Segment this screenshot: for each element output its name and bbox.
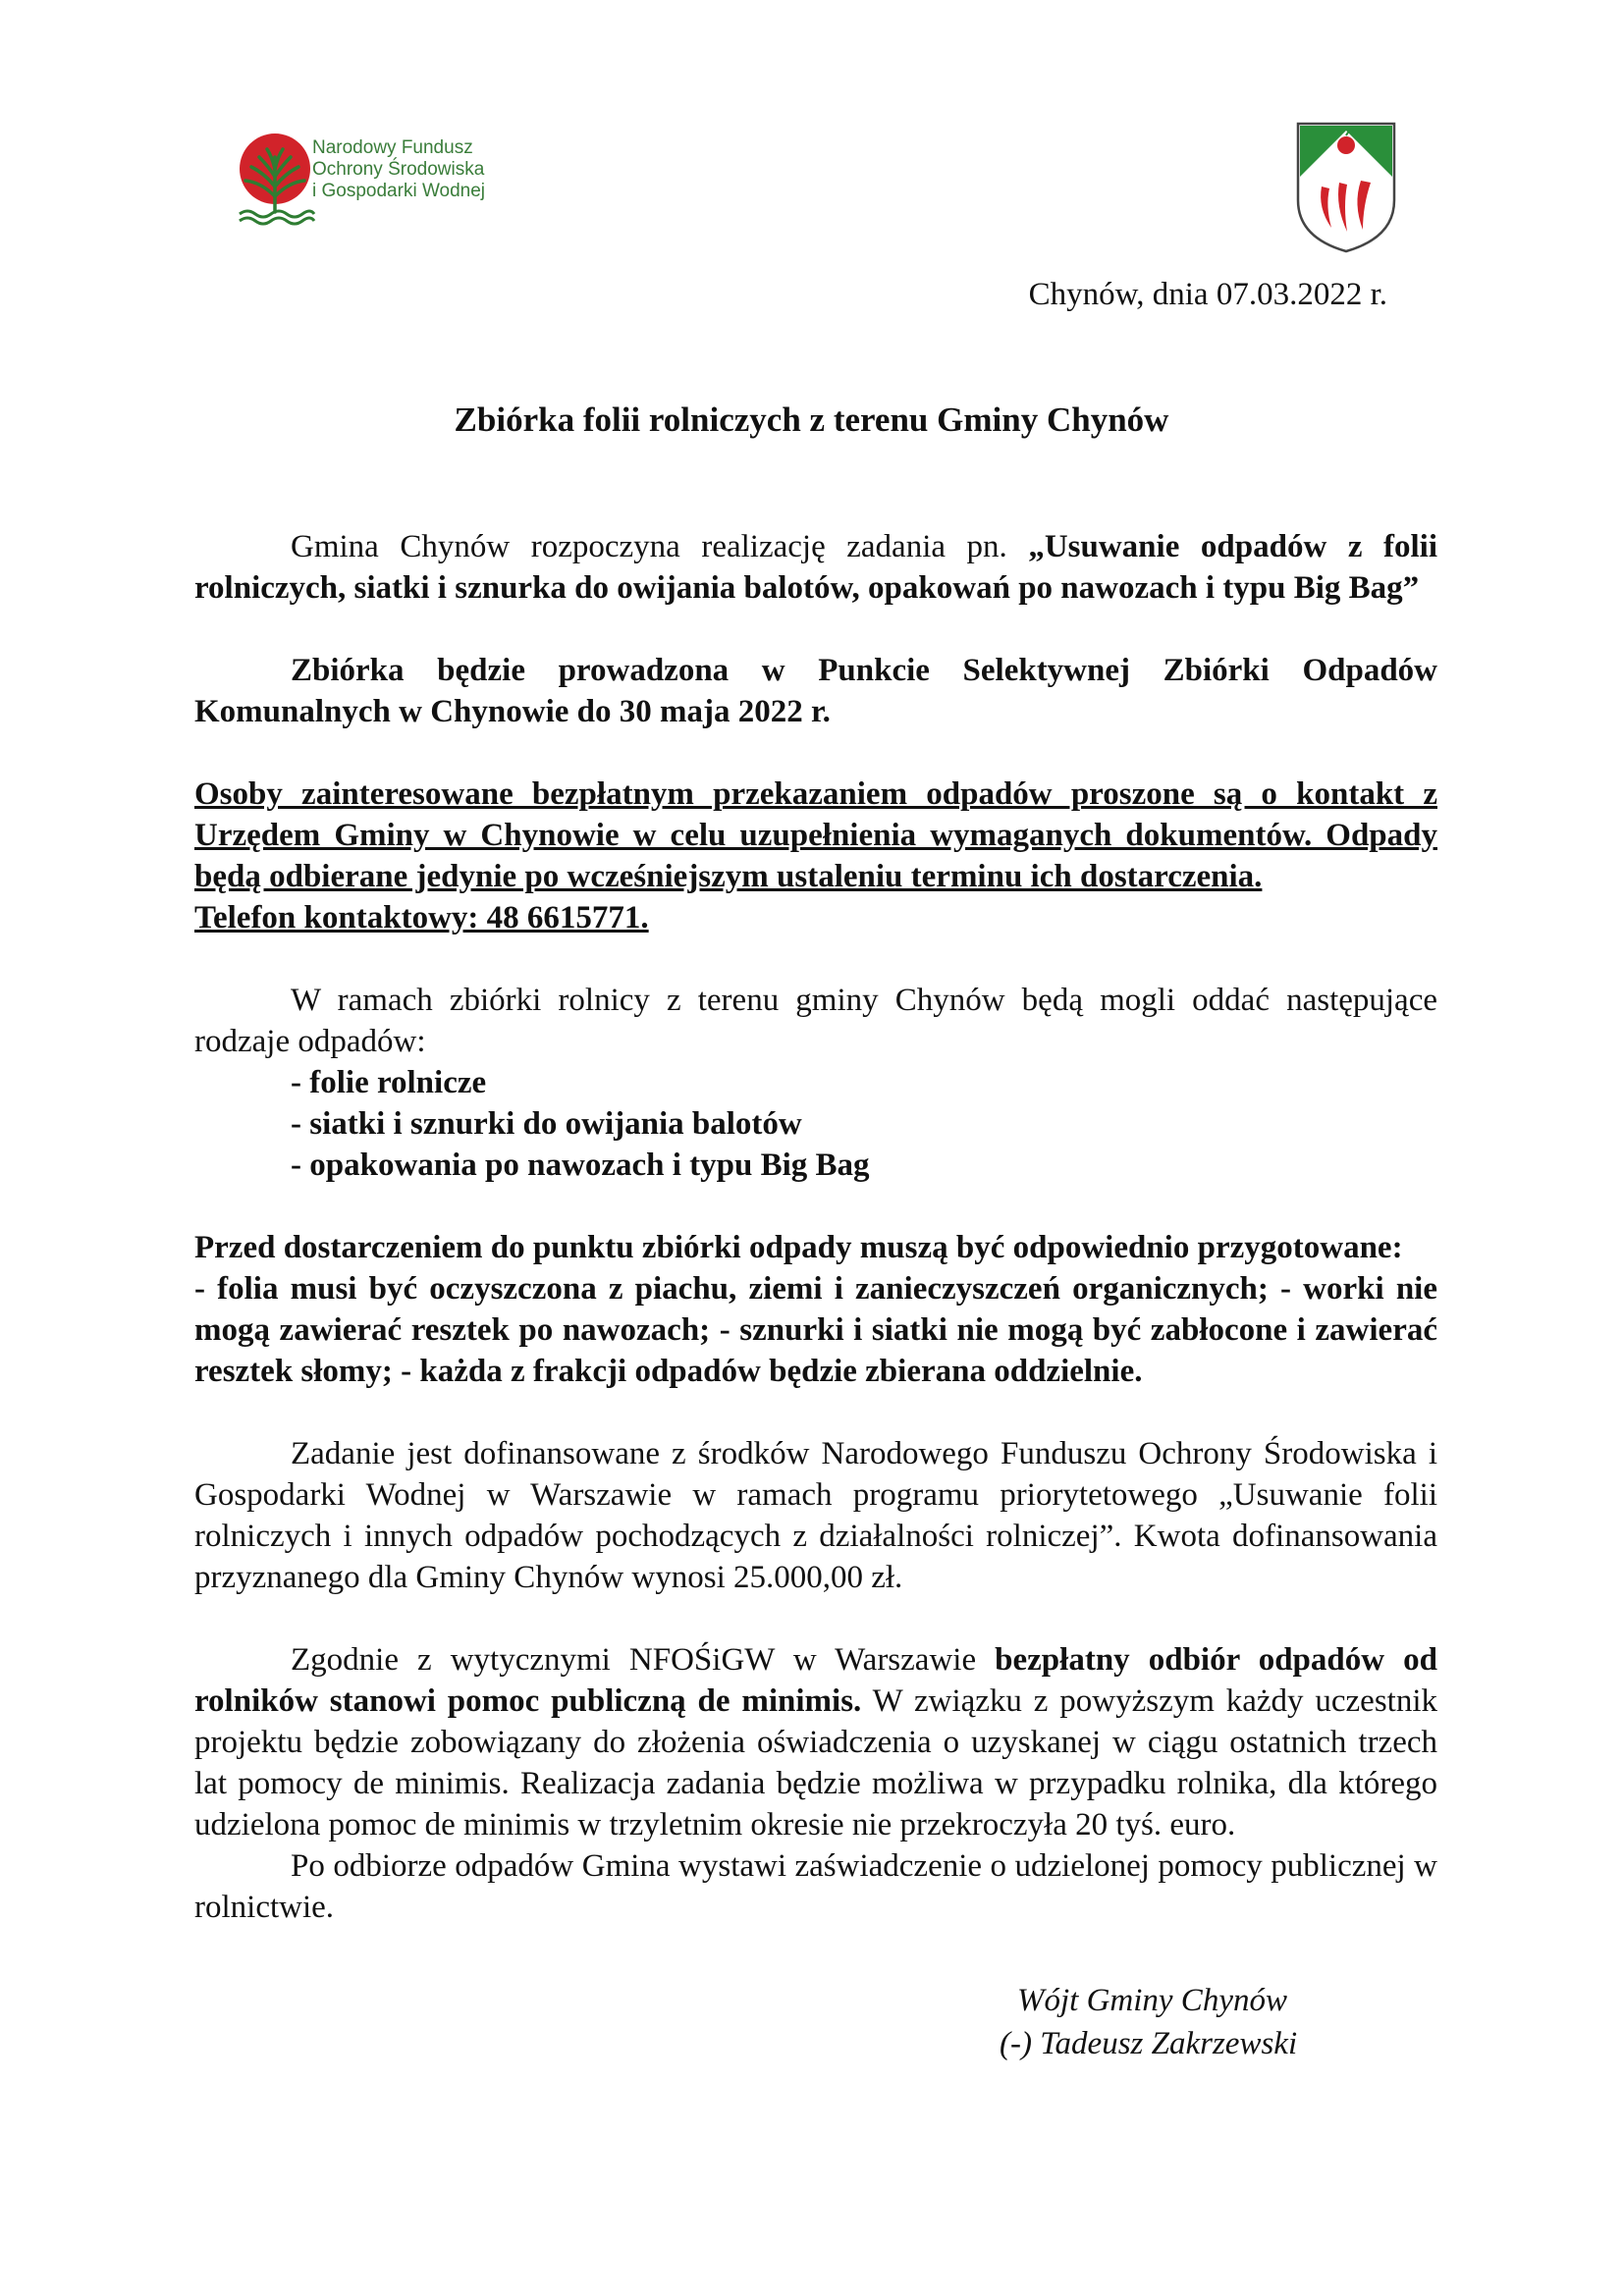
preparation-text: - folia musi być oczyszczona z piachu, ziemi i zanieczyszczeń organicznych; - worki nie mogą zawierać resztek po nawozach; - sznurki i siatki nie mogą być zabłocone i zawierać resztek słomy; - każda z frakcji odpadów będzie zbierana oddzielnie. (194, 1271, 1437, 1389)
document-body (194, 526, 1437, 1928)
paragraph-text: Gmina Chynów rozpoczyna realizację zadania pn. (291, 529, 1029, 564)
paragraph-waste-types-intro: W ramach zbiórki rolnicy z terenu gminy Chynów będą mogli oddać następujące rodzaje odpadów: (194, 983, 1437, 1059)
nfosigw-logo (226, 128, 520, 236)
paragraph-funding: Zadanie jest dofinansowane z środków Narodowego Funduszu Ochrony Środowiska i Gospodarki Wodnej w Warszawie w ramach programu priorytetowego „Usuwanie folii rolniczych i innych odpadów pochodzących z działalności rolniczej”. Kwota dofinansowania przyznanego dla Gminy Chynów wynosi 25.000,00 zł. (194, 1436, 1437, 1595)
signature-block (1000, 1979, 1297, 2065)
paragraph-text: Zgodnie z wytycznymi NFOŚiGW w Warszawie (291, 1642, 996, 1678)
waste-types-list (194, 1062, 1437, 1186)
paragraph-contact-info (194, 774, 1437, 938)
paragraph-collection-place: Zbiórka będzie prowadzona w Punkcie Selektywnej Zbiórki Odpadów Komunalnych w Chynowie do 30 maja 2022 r. (194, 653, 1437, 729)
chynow-coat-of-arms-icon (1292, 118, 1400, 255)
signature-title: Wójt Gminy Chynów (1017, 1983, 1287, 2018)
contact-phone: Telefon kontaktowy: 48 6615771. (194, 900, 649, 935)
nfosigw-emblem-icon (226, 128, 324, 226)
list-item: - opakowania po nawozach i typu Big Bag (291, 1148, 870, 1183)
task-name: „Usuwanie odpadów z folii rolniczych, siatki i sznurka do owijania balotów, opakowań po nawozach i typu Big Bag” (194, 529, 1437, 606)
preparation-heading: Przed dostarczeniem do punktu zbiórki odpady muszą być odpowiednio przygotowane: (194, 1230, 1403, 1265)
paragraph-task-announcement (194, 526, 1437, 609)
list-item: - siatki i sznurki do owijania balotów (291, 1106, 802, 1142)
document-title: Zbiórka folii rolniczych z terenu Gminy Chynów (454, 400, 1169, 439)
org-name-line-3: i Gospodarki Wodnej (312, 181, 486, 201)
paragraph-text: W związku z powyższym każdy uczestnik projektu będzie zobowiązany do złożenia oświadczenia o uzyskanej w ciągu ostatnich trzech lat pomocy de minimis. Realizacja zadania będzie możliwa w przypadku rolnika, dla którego udzielona pomoc de minimis w trzyletnim okresie nie przekroczyła 20 tyś. euro. (194, 1683, 1437, 1842)
paragraph-certificate: Po odbiorze odpadów Gmina wystawi zaświadczenie o udzielonej pomocy publicznej w rolnictwie. (194, 1848, 1437, 1925)
document-date: Chynów, dnia 07.03.2022 r. (1028, 277, 1387, 312)
contact-instructions: Osoby zainteresowane bezpłatnym przekazaniem odpadów proszone są o kontakt z Urzędem Gminy w Chynowie w celu uzupełnienia wymaganych dokumentów. Odpady będą odbierane jedynie po wcześniejszym ustaleniu terminu ich dostarczenia. (194, 776, 1437, 894)
de-minimis-statement: bezpłatny odbiór odpadów od rolników stanowi pomoc publiczną de minimis. (194, 1642, 1437, 1719)
org-name-line-2: Ochrony Środowiska (312, 159, 485, 180)
signature-name: (-) Tadeusz Zakrzewski (1000, 2026, 1298, 2061)
paragraph-de-minimis (194, 1639, 1437, 1845)
nfosigw-org-name (312, 137, 485, 202)
list-item: - folie rolnicze (291, 1065, 487, 1100)
org-name-line-1: Narodowy Fundusz (312, 137, 473, 158)
paragraph-preparation-requirements (194, 1227, 1437, 1392)
